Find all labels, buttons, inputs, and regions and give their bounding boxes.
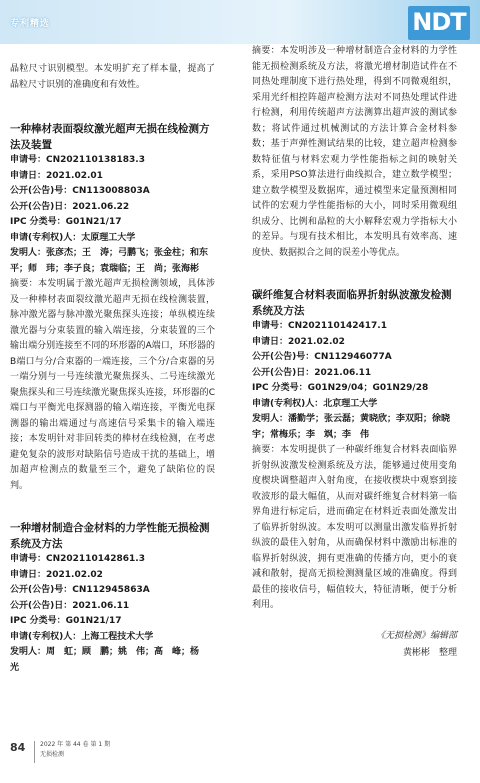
- footer-journal: 无损检测: [40, 751, 65, 758]
- patent2-abstract: 摘要：本发明涉及一种增材制造合金材料的力学性能无损检测系统及方法，将激光增材制造试件在不同热处理制度下进行热处理，得到不同微观组织，采用光纤相控阵超声检测方法对不同热处理试件进行检测，利用传统超声方法测算出超声波的测试参数；将试件通过机械测试的方法计算合金材料参数；基于声弹性测试结果的比较，建立超声检测参数特征值与材料宏观力学性能指标之间的映射关系，采用PSO算法进行曲线拟合，建立数学模型；建立数学模型及数据库，通过模型来定量预测相同试件的宏观力学性能指标的大小，同时采用微观组织成分、比例和晶粒的大小解释宏观力学指标大小的差异。与现有技术相比，本发明具有效率高、速度快、数据拟合之间的误差小等优点。: [252, 46, 457, 258]
- footer-issue-info: [40, 740, 110, 760]
- footer-divider: [34, 741, 35, 763]
- page-number: 84: [10, 741, 26, 754]
- patent3-ipc: IPC 分类号：G01N29/04；G01N29/28: [252, 383, 429, 393]
- patent3-abstract: 摘要：本发明提供了一种碳纤维复合材料表面临界折射纵波激发检测系统及方法，能够通过使用变角度楔块调整超声入射角度，在接收楔块中观察到接收波形的最大幅值，从而对碳纤维复合材料第一临界角进行标定后，进而确定在材料近表面处激发出了临界折射纵波。本发明可以测量出激发临界折射纵波的最佳入射角，从而确保材料中激励出标准的临界折射纵波，拥有更准确的传播方向，更小的衰减和散射，提高无损检测测量区域的准确度。得到最佳的接收信号，幅值较大，特征清晰，便于分析利用。: [252, 445, 457, 610]
- patent1-app-no: 申请号：CN202110138183.3: [10, 155, 145, 165]
- patent2-ipc: IPC 分类号：G01N21/17: [10, 616, 122, 626]
- ndt-logo: [408, 6, 470, 40]
- patent3-pub-no: 公开(公告)号：CN112946077A: [252, 352, 392, 362]
- patent3-app-date: 申请日：2021.02.02: [252, 336, 345, 347]
- patent2-app-no: 申请号：CN202110142861.3: [10, 554, 145, 564]
- patent1-pub-date: 公开(公告)日：2021.06.22: [10, 201, 130, 212]
- patent2-app-date: 申请日：2021.02.02: [10, 569, 103, 580]
- section-label: 专利精选: [10, 19, 51, 29]
- patent1-title: 一种棒材表面裂纹激光超声无损在线检测方法及装置: [10, 123, 210, 151]
- logo-text: NDT: [412, 8, 466, 36]
- patent1-applicant: 申请(专利权)人：太原理工大学: [10, 232, 136, 243]
- patent1-pub-no: 公开(公告)号：CN113008803A: [10, 186, 150, 196]
- patent3-inventors: 发明人：潘勤学；张云磊；黄晓欣；李双阳；徐晓宇；常梅乐；李 飒；李 伟: [252, 414, 451, 440]
- patent3-title: 碳纤维复合材料表面临界折射纵波激发检测系统及方法: [252, 289, 452, 317]
- patent2-applicant: 申请(专利权)人：上海工程技术大学: [10, 631, 154, 642]
- patent2-pub-date: 公开(公告)日：2021.06.11: [10, 600, 130, 611]
- patent3-app-no: 申请号：CN202110142417.1: [252, 321, 387, 331]
- editor-credit: 《无损检测》编辑部: [375, 630, 457, 641]
- patent1-abstract: 摘要：本发明属于激光超声无损检测领域，具体涉及一种棒材表面裂纹激光超声无损在线检测装置，脉冲激光器与脉冲激光聚焦探头连接；单纵模连续激光器与分束装置的输入端连接，分束装置的三个输出端分别连接至不同的环形器的A端口，环形器的B端口与分/合束器的一端连接，三个分/合束器的另一端分别与一号连续激光聚焦探头、二号连续激光聚焦探头和三号连续激光聚焦探头连接，环形器的C端口与平衡光电探测器的输入端连接，平衡光电探测器的输出端通过与高速信号采集卡的输入端连接；本发明针对非回转类的棒材在线检测，在考虑避免复杂的波形对缺陷信号造成干扰的基础上，增加超声检测点的数量至三个，避免了缺陷位的误判。: [10, 279, 215, 491]
- left-column: [10, 62, 215, 676]
- patent2-pub-no: 公开(公告)号：CN112945863A: [10, 585, 150, 595]
- right-column: [252, 44, 457, 658]
- patent3-pub-date: 公开(公告)日：2021.06.11: [252, 367, 372, 378]
- compiler-credit: 黄彬彬 整理: [402, 647, 457, 658]
- patent3-applicant: 申请(专利权)人：北京理工大学: [252, 398, 378, 409]
- patent1-app-date: 申请日：2021.02.01: [10, 170, 103, 181]
- patent1-inventors: 发明人：张彦杰；王 涛；弓鹏飞；张金柱；和东平；师 玮；李子良；袁瑞临；王 尚；张海彬: [10, 248, 209, 274]
- patent2-title: 一种增材制造合金材料的力学性能无损检测系统及方法: [10, 522, 210, 550]
- patent2-inventors: 发明人：周 虹；顾 鹏；姚 伟；高 峰；杨 光: [10, 647, 209, 673]
- footer-issue: 2022 年 第 44 卷 第 1 期: [40, 741, 111, 748]
- intro-paragraph: 晶粒尺寸识别模型。本发明扩充了样本量，提高了晶粒尺寸识别的准确度和有效性。: [10, 64, 215, 90]
- patent1-ipc: IPC 分类号：G01N21/17: [10, 217, 122, 227]
